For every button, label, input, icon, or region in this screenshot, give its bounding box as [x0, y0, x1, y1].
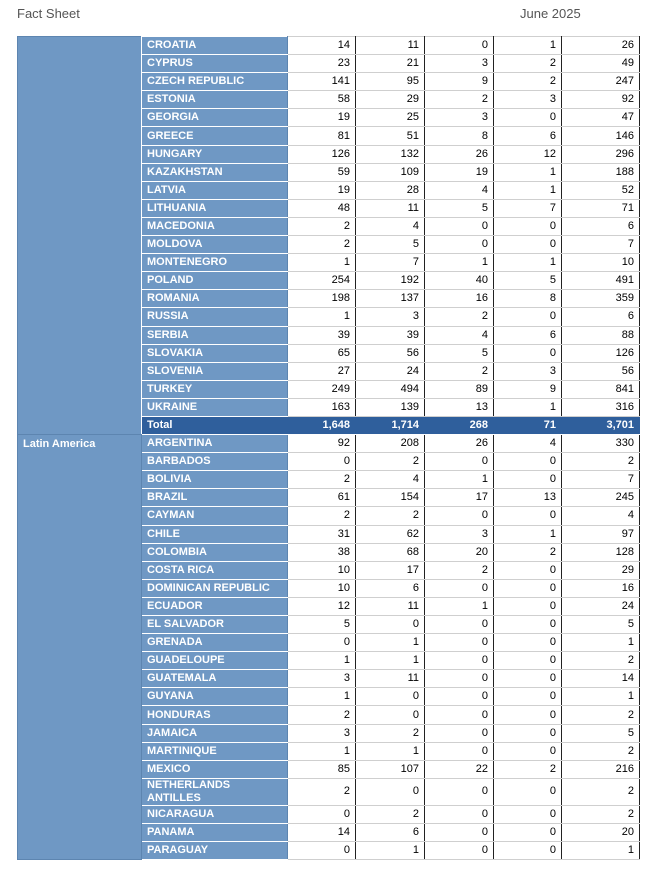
value-cell: 3: [494, 362, 562, 380]
value-cell: 1: [288, 688, 356, 706]
value-cell: 0: [288, 634, 356, 652]
value-cell: 10: [288, 561, 356, 579]
value-cell: 0: [494, 670, 562, 688]
value-cell: 247: [562, 73, 640, 91]
value-cell: 16: [425, 290, 494, 308]
country-name: CYPRUS: [142, 55, 288, 73]
value-cell: 25: [356, 109, 425, 127]
value-cell: 58: [288, 91, 356, 109]
value-cell: 1: [562, 634, 640, 652]
value-cell: 0: [494, 724, 562, 742]
value-cell: 0: [494, 579, 562, 597]
value-cell: 1: [356, 634, 425, 652]
value-cell: 3: [356, 308, 425, 326]
country-name: CROATIA: [142, 37, 288, 55]
header-date: June 2025: [520, 6, 581, 21]
value-cell: 38: [288, 543, 356, 561]
value-cell: 14: [288, 37, 356, 55]
value-cell: 2: [425, 91, 494, 109]
value-cell: 88: [562, 326, 640, 344]
country-name: CHILE: [142, 525, 288, 543]
value-cell: 132: [356, 145, 425, 163]
value-cell: 95: [356, 73, 425, 91]
region-label: [18, 37, 142, 435]
country-name: SLOVAKIA: [142, 344, 288, 362]
value-cell: 0: [494, 688, 562, 706]
value-cell: 4: [356, 471, 425, 489]
value-cell: 20: [425, 543, 494, 561]
value-cell: 48: [288, 199, 356, 217]
value-cell: 1: [494, 254, 562, 272]
value-cell: 208: [356, 435, 425, 453]
value-cell: 17: [425, 489, 494, 507]
value-cell: 0: [494, 109, 562, 127]
value-cell: 47: [562, 109, 640, 127]
value-cell: 1: [425, 597, 494, 615]
value-cell: 8: [494, 290, 562, 308]
value-cell: 126: [288, 145, 356, 163]
total-value: 1,648: [288, 416, 356, 434]
value-cell: 107: [356, 760, 425, 778]
value-cell: 4: [425, 326, 494, 344]
country-name: GUATEMALA: [142, 670, 288, 688]
value-cell: 3: [425, 525, 494, 543]
value-cell: 0: [494, 742, 562, 760]
value-cell: 216: [562, 760, 640, 778]
value-cell: 19: [288, 109, 356, 127]
value-cell: 2: [562, 742, 640, 760]
value-cell: 0: [425, 842, 494, 860]
value-cell: 0: [494, 236, 562, 254]
value-cell: 2: [288, 507, 356, 525]
country-name: PARAGUAY: [142, 842, 288, 860]
country-name: TURKEY: [142, 380, 288, 398]
value-cell: 0: [425, 778, 494, 805]
value-cell: 29: [562, 561, 640, 579]
value-cell: 5: [288, 616, 356, 634]
table-row: [18, 37, 640, 55]
value-cell: 296: [562, 145, 640, 163]
value-cell: 0: [425, 724, 494, 742]
value-cell: 2: [494, 55, 562, 73]
value-cell: 49: [562, 55, 640, 73]
country-name: MOLDOVA: [142, 236, 288, 254]
value-cell: 1: [494, 525, 562, 543]
country-name: SLOVENIA: [142, 362, 288, 380]
value-cell: 26: [425, 435, 494, 453]
value-cell: 0: [494, 652, 562, 670]
value-cell: 1: [356, 742, 425, 760]
country-name: GREECE: [142, 127, 288, 145]
value-cell: 12: [288, 597, 356, 615]
value-cell: 5: [494, 272, 562, 290]
value-cell: 128: [562, 543, 640, 561]
value-cell: 6: [494, 326, 562, 344]
value-cell: 0: [288, 805, 356, 823]
country-name: MARTINIQUE: [142, 742, 288, 760]
value-cell: 1: [288, 652, 356, 670]
value-cell: 3: [425, 55, 494, 73]
country-name: POLAND: [142, 272, 288, 290]
value-cell: 2: [562, 805, 640, 823]
value-cell: 2: [562, 778, 640, 805]
country-name: MONTENEGRO: [142, 254, 288, 272]
value-cell: 7: [562, 471, 640, 489]
value-cell: 8: [425, 127, 494, 145]
value-cell: 39: [356, 326, 425, 344]
value-cell: 1: [494, 398, 562, 416]
value-cell: 10: [562, 254, 640, 272]
header-title: Fact Sheet: [17, 6, 80, 21]
value-cell: 0: [425, 634, 494, 652]
value-cell: 0: [494, 507, 562, 525]
value-cell: 19: [288, 181, 356, 199]
value-cell: 2: [562, 706, 640, 724]
country-name: LITHUANIA: [142, 199, 288, 217]
country-name: DOMINICAN REPUBLIC: [142, 579, 288, 597]
value-cell: 0: [425, 579, 494, 597]
value-cell: 2: [356, 453, 425, 471]
value-cell: 1: [288, 742, 356, 760]
total-value: 268: [425, 416, 494, 434]
value-cell: 92: [562, 91, 640, 109]
value-cell: 2: [288, 236, 356, 254]
value-cell: 23: [288, 55, 356, 73]
value-cell: 89: [425, 380, 494, 398]
value-cell: 7: [562, 236, 640, 254]
value-cell: 24: [356, 362, 425, 380]
value-cell: 1: [356, 842, 425, 860]
value-cell: 0: [494, 842, 562, 860]
value-cell: 24: [562, 597, 640, 615]
country-name: ARGENTINA: [142, 435, 288, 453]
value-cell: 52: [562, 181, 640, 199]
value-cell: 3: [494, 91, 562, 109]
value-cell: 0: [494, 616, 562, 634]
value-cell: 40: [425, 272, 494, 290]
value-cell: 81: [288, 127, 356, 145]
value-cell: 0: [425, 217, 494, 235]
value-cell: 71: [562, 199, 640, 217]
value-cell: 330: [562, 435, 640, 453]
value-cell: 26: [425, 145, 494, 163]
value-cell: 2: [494, 760, 562, 778]
value-cell: 245: [562, 489, 640, 507]
total-label: Total: [142, 416, 288, 434]
value-cell: 20: [562, 823, 640, 841]
value-cell: 0: [494, 453, 562, 471]
country-name: CZECH REPUBLIC: [142, 73, 288, 91]
value-cell: 6: [562, 217, 640, 235]
value-cell: 0: [356, 778, 425, 805]
value-cell: 11: [356, 597, 425, 615]
country-name: GEORGIA: [142, 109, 288, 127]
value-cell: 3: [425, 109, 494, 127]
country-name: EL SALVADOR: [142, 616, 288, 634]
value-cell: 0: [494, 308, 562, 326]
value-cell: 491: [562, 272, 640, 290]
value-cell: 68: [356, 543, 425, 561]
table-row: [18, 435, 640, 453]
value-cell: 0: [425, 706, 494, 724]
value-cell: 5: [562, 724, 640, 742]
country-name: COSTA RICA: [142, 561, 288, 579]
value-cell: 65: [288, 344, 356, 362]
country-name: SERBIA: [142, 326, 288, 344]
value-cell: 139: [356, 398, 425, 416]
value-cell: 198: [288, 290, 356, 308]
value-cell: 0: [425, 236, 494, 254]
value-cell: 359: [562, 290, 640, 308]
region-label: Latin America: [18, 435, 142, 860]
country-name: RUSSIA: [142, 308, 288, 326]
value-cell: 56: [356, 344, 425, 362]
value-cell: 0: [494, 471, 562, 489]
value-cell: 3: [288, 670, 356, 688]
value-cell: 154: [356, 489, 425, 507]
value-cell: 137: [356, 290, 425, 308]
country-name: JAMAICA: [142, 724, 288, 742]
value-cell: 1: [494, 37, 562, 55]
value-cell: 5: [356, 236, 425, 254]
value-cell: 141: [288, 73, 356, 91]
value-cell: 29: [356, 91, 425, 109]
value-cell: 28: [356, 181, 425, 199]
value-cell: 4: [425, 181, 494, 199]
value-cell: 10: [288, 579, 356, 597]
value-cell: 0: [425, 37, 494, 55]
value-cell: 2: [356, 805, 425, 823]
country-name: BARBADOS: [142, 453, 288, 471]
country-name: COLOMBIA: [142, 543, 288, 561]
value-cell: 14: [288, 823, 356, 841]
value-cell: 21: [356, 55, 425, 73]
value-cell: 11: [356, 670, 425, 688]
country-name: ROMANIA: [142, 290, 288, 308]
value-cell: 0: [288, 842, 356, 860]
value-cell: 0: [494, 706, 562, 724]
value-cell: 16: [562, 579, 640, 597]
value-cell: 7: [494, 199, 562, 217]
value-cell: 494: [356, 380, 425, 398]
value-cell: 1: [288, 308, 356, 326]
country-name: GRENADA: [142, 634, 288, 652]
value-cell: 2: [494, 73, 562, 91]
value-cell: 2: [425, 561, 494, 579]
value-cell: 12: [494, 145, 562, 163]
value-cell: 188: [562, 163, 640, 181]
value-cell: 1: [288, 254, 356, 272]
country-name: BRAZIL: [142, 489, 288, 507]
value-cell: 92: [288, 435, 356, 453]
value-cell: 0: [494, 778, 562, 805]
value-cell: 0: [425, 688, 494, 706]
value-cell: 3: [288, 724, 356, 742]
value-cell: 27: [288, 362, 356, 380]
country-name: ECUADOR: [142, 597, 288, 615]
value-cell: 316: [562, 398, 640, 416]
value-cell: 1: [494, 181, 562, 199]
value-cell: 2: [425, 362, 494, 380]
country-name: MEXICO: [142, 760, 288, 778]
value-cell: 6: [494, 127, 562, 145]
value-cell: 39: [288, 326, 356, 344]
value-cell: 2: [356, 507, 425, 525]
value-cell: 97: [562, 525, 640, 543]
value-cell: 2: [356, 724, 425, 742]
value-cell: 13: [494, 489, 562, 507]
country-name: PANAMA: [142, 823, 288, 841]
value-cell: 109: [356, 163, 425, 181]
value-cell: 59: [288, 163, 356, 181]
value-cell: 11: [356, 199, 425, 217]
value-cell: 2: [425, 308, 494, 326]
value-cell: 14: [562, 670, 640, 688]
value-cell: 0: [494, 597, 562, 615]
value-cell: 2: [494, 543, 562, 561]
country-name: BOLIVIA: [142, 471, 288, 489]
value-cell: 841: [562, 380, 640, 398]
value-cell: 62: [356, 525, 425, 543]
value-cell: 0: [494, 634, 562, 652]
value-cell: 0: [494, 805, 562, 823]
country-name: MACEDONIA: [142, 217, 288, 235]
value-cell: 0: [494, 344, 562, 362]
country-name: GUYANA: [142, 688, 288, 706]
country-name: NETHERLANDS ANTILLES: [142, 778, 288, 805]
value-cell: 0: [356, 616, 425, 634]
total-value: 1,714: [356, 416, 425, 434]
value-cell: 1: [562, 688, 640, 706]
total-value: 71: [494, 416, 562, 434]
value-cell: 9: [494, 380, 562, 398]
value-cell: 22: [425, 760, 494, 778]
value-cell: 6: [356, 579, 425, 597]
value-cell: 2: [562, 453, 640, 471]
value-cell: 2: [288, 471, 356, 489]
value-cell: 0: [494, 217, 562, 235]
value-cell: 1: [494, 163, 562, 181]
value-cell: 0: [356, 706, 425, 724]
value-cell: 0: [425, 805, 494, 823]
value-cell: 56: [562, 362, 640, 380]
value-cell: 2: [288, 706, 356, 724]
value-cell: 26: [562, 37, 640, 55]
value-cell: 1: [356, 652, 425, 670]
country-name: HUNGARY: [142, 145, 288, 163]
value-cell: 146: [562, 127, 640, 145]
country-name: ESTONIA: [142, 91, 288, 109]
value-cell: 0: [494, 823, 562, 841]
value-cell: 6: [356, 823, 425, 841]
value-cell: 254: [288, 272, 356, 290]
value-cell: 6: [562, 308, 640, 326]
value-cell: 13: [425, 398, 494, 416]
value-cell: 5: [425, 344, 494, 362]
value-cell: 11: [356, 37, 425, 55]
country-name: UKRAINE: [142, 398, 288, 416]
value-cell: 4: [356, 217, 425, 235]
value-cell: 2: [288, 217, 356, 235]
value-cell: 126: [562, 344, 640, 362]
country-name: HONDURAS: [142, 706, 288, 724]
fact-sheet-table: [17, 36, 640, 860]
value-cell: 0: [356, 688, 425, 706]
value-cell: 192: [356, 272, 425, 290]
country-name: KAZAKHSTAN: [142, 163, 288, 181]
country-name: GUADELOUPE: [142, 652, 288, 670]
value-cell: 2: [288, 778, 356, 805]
value-cell: 163: [288, 398, 356, 416]
value-cell: 31: [288, 525, 356, 543]
value-cell: 17: [356, 561, 425, 579]
value-cell: 0: [425, 742, 494, 760]
country-name: NICARAGUA: [142, 805, 288, 823]
total-value: 3,701: [562, 416, 640, 434]
value-cell: 1: [425, 254, 494, 272]
value-cell: 4: [494, 435, 562, 453]
value-cell: 0: [494, 561, 562, 579]
value-cell: 0: [425, 823, 494, 841]
value-cell: 0: [425, 652, 494, 670]
value-cell: 7: [356, 254, 425, 272]
value-cell: 19: [425, 163, 494, 181]
table-body: [18, 37, 640, 860]
value-cell: 51: [356, 127, 425, 145]
value-cell: 85: [288, 760, 356, 778]
value-cell: 0: [425, 507, 494, 525]
value-cell: 0: [425, 616, 494, 634]
value-cell: 1: [425, 471, 494, 489]
country-name: CAYMAN: [142, 507, 288, 525]
value-cell: 0: [425, 453, 494, 471]
value-cell: 4: [562, 507, 640, 525]
value-cell: 249: [288, 380, 356, 398]
value-cell: 1: [562, 842, 640, 860]
country-name: LATVIA: [142, 181, 288, 199]
value-cell: 0: [288, 453, 356, 471]
value-cell: 5: [425, 199, 494, 217]
value-cell: 5: [562, 616, 640, 634]
value-cell: 2: [562, 652, 640, 670]
value-cell: 0: [425, 670, 494, 688]
value-cell: 61: [288, 489, 356, 507]
value-cell: 9: [425, 73, 494, 91]
